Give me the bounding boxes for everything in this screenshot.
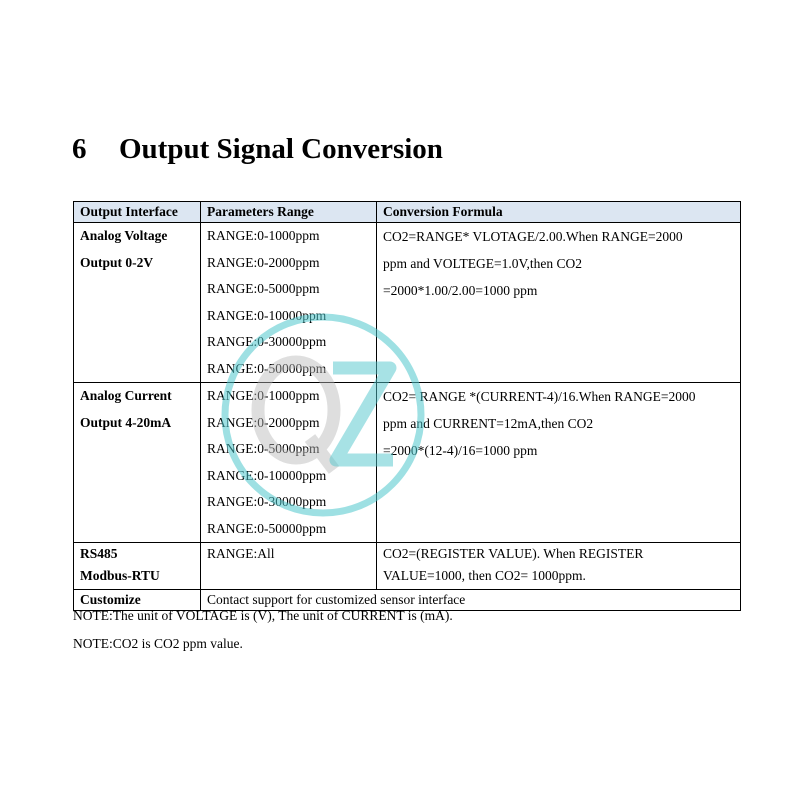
interface-cell — [74, 383, 201, 543]
range-line: RANGE:0-50000ppm — [207, 360, 327, 376]
range-line: RANGE:0-5000ppm — [207, 441, 320, 456]
note-units: NOTE:The unit of VOLTAGE is (V), The unit of CURRENT is (mA). — [73, 608, 453, 623]
customize-description: Contact support for customized sensor interface — [201, 590, 741, 611]
range-line: RANGE:0-10000ppm — [207, 307, 327, 323]
range-line: RANGE:0-1000ppm — [207, 228, 320, 243]
formula-line: CO2= RANGE *(CURRENT-4)/16.When RANGE=2000 — [383, 389, 696, 404]
formula-cell — [377, 383, 741, 543]
note-co2: NOTE:CO2 is CO2 ppm value. — [73, 636, 243, 651]
range-line: RANGE:0-30000ppm — [207, 334, 327, 349]
interface-cell: Customize — [74, 590, 201, 611]
formula-line: ppm and CURRENT=12mA,then CO2 — [383, 416, 594, 431]
header-output-interface: Output Interface — [74, 202, 201, 223]
header-parameters-range: Parameters Range — [201, 202, 377, 223]
formula-line: CO2=RANGE* VLOTAGE/2.00.When RANGE=2000 — [383, 229, 683, 244]
formula-line: ppm and VOLTEGE=1.0V,then CO2 — [383, 256, 582, 271]
formula-line: VALUE=1000, then CO2= 1000ppm. — [383, 568, 586, 583]
formula-line: =2000*(12-4)/16=1000 ppm — [383, 443, 538, 458]
formula-line: CO2=(REGISTER VALUE). When REGISTER — [383, 546, 644, 561]
interface-cell — [74, 543, 201, 590]
interface-cell — [74, 223, 201, 383]
range-line: RANGE:0-10000ppm — [207, 467, 327, 483]
range-line: RANGE:0-5000ppm — [207, 281, 320, 296]
range-cell — [201, 383, 377, 543]
interface-line: Output 4-20mA — [80, 414, 172, 430]
section-heading — [72, 133, 443, 166]
interface-line: Analog Current — [80, 388, 172, 403]
table-header-row — [74, 202, 741, 223]
section-number: 6 — [72, 133, 87, 165]
interface-line: Output 0-2V — [80, 254, 154, 270]
table-row — [74, 543, 741, 590]
range-line: RANGE:0-1000ppm — [207, 388, 320, 403]
table-row — [74, 383, 741, 543]
range-line: RANGE:0-2000ppm — [207, 254, 320, 270]
interface-line: RS485 — [80, 546, 118, 561]
range-cell — [201, 543, 377, 590]
range-line: RANGE:All — [207, 546, 275, 561]
interface-line: Modbus-RTU — [80, 568, 160, 583]
range-cell — [201, 223, 377, 383]
formula-cell — [377, 223, 741, 383]
range-line: RANGE:0-50000ppm — [207, 520, 327, 536]
range-line: RANGE:0-30000ppm — [207, 494, 327, 509]
formula-line: =2000*1.00/2.00=1000 ppm — [383, 283, 538, 298]
range-line: RANGE:0-2000ppm — [207, 414, 320, 430]
table-row — [74, 223, 741, 383]
section-title: Output Signal Conversion — [119, 133, 443, 165]
header-conversion-formula: Conversion Formula — [377, 202, 741, 223]
conversion-table — [73, 201, 741, 611]
formula-cell — [377, 543, 741, 590]
interface-line: Analog Voltage — [80, 228, 168, 243]
